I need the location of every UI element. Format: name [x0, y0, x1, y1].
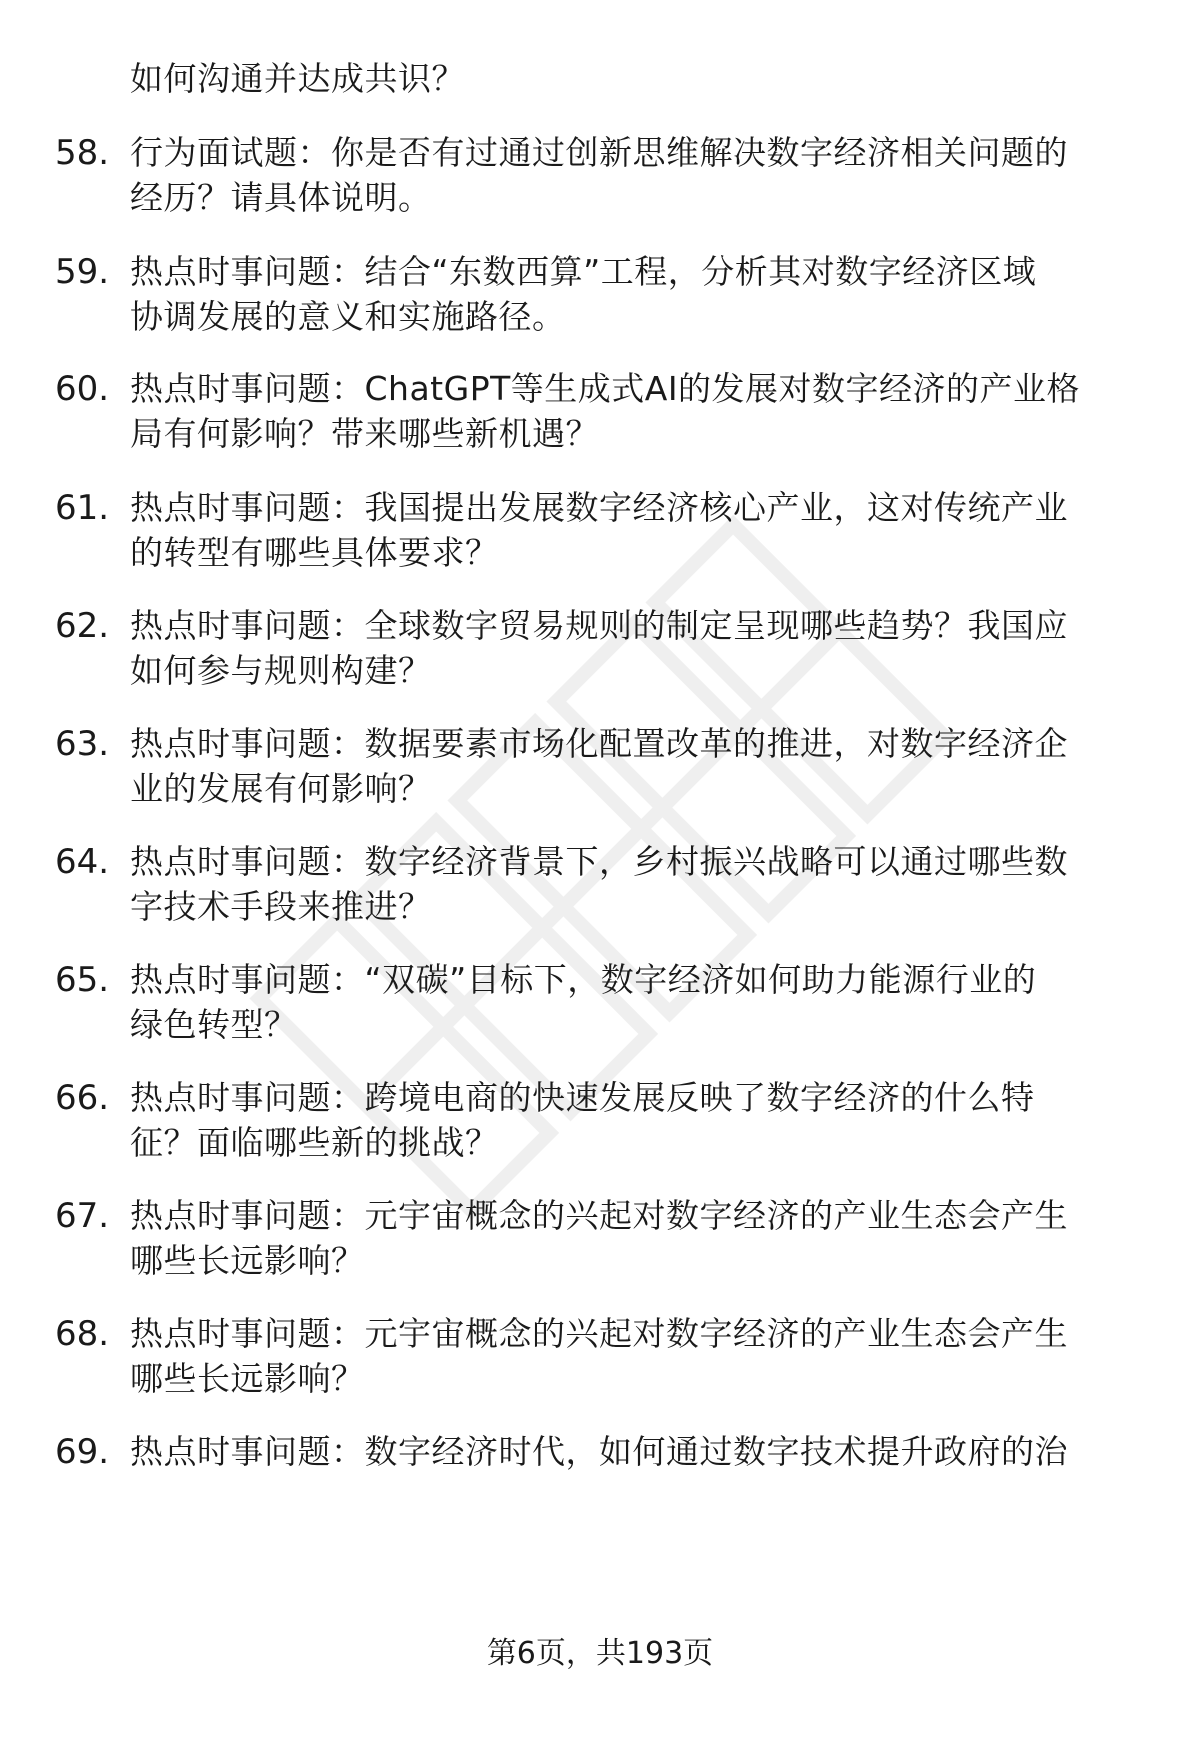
- question-text-line: 热点时事问题：跨境电商的快速发展反映了数字经济的什么特: [130, 1078, 1035, 1117]
- question-text-line: 局有何影响？带来哪些新机遇？: [130, 414, 599, 453]
- question-number: 67.: [55, 1196, 110, 1236]
- question-number: 58.: [55, 133, 110, 173]
- question-text-line: 热点时事问题：元宇宙概念的兴起对数字经济的产业生态会产生: [130, 1314, 1068, 1353]
- question-text-line: 热点时事问题：结合“东数西算”工程，分析其对数字经济区域: [130, 252, 1037, 291]
- question-number: 64.: [55, 842, 110, 882]
- question-text-line: 热点时事问题：数据要素市场化配置改革的推进，对数字经济企: [130, 724, 1068, 763]
- question-text-line: 的转型有哪些具体要求？: [130, 533, 499, 572]
- question-text-line: 热点时事问题：“双碳”目标下，数字经济如何助力能源行业的: [130, 960, 1037, 999]
- question-number: 61.: [55, 488, 110, 528]
- question-text-line: 协调发展的意义和实施路径。: [130, 297, 566, 336]
- question-text-line: 热点时事问题：数字经济时代，如何通过数字技术提升政府的治: [130, 1432, 1068, 1471]
- question-number: 60.: [55, 369, 110, 409]
- question-text-line: 热点时事问题：元宇宙概念的兴起对数字经济的产业生态会产生: [130, 1196, 1068, 1235]
- question-text-line: 字技术手段来推进？: [130, 887, 432, 926]
- question-number: 66.: [55, 1078, 110, 1118]
- question-number: 68.: [55, 1314, 110, 1354]
- question-text-line: 热点时事问题：全球数字贸易规则的制定呈现哪些趋势？我国应: [130, 606, 1068, 645]
- question-text-line: 如何沟通并达成共识？: [130, 59, 465, 98]
- question-number: 63.: [55, 724, 110, 764]
- page-footer: 第6页，共193页: [486, 1636, 714, 1671]
- question-text-line: 热点时事问题：ChatGPT等生成式AI的发展对数字经济的产业格: [130, 369, 1081, 408]
- question-text-line: 业的发展有何影响？: [130, 769, 432, 808]
- question-text-line: 绿色转型？: [130, 1005, 298, 1044]
- question-text-line: 热点时事问题：我国提出发展数字经济核心产业，这对传统产业: [130, 488, 1068, 527]
- question-text-line: 征？面临哪些新的挑战？: [130, 1123, 499, 1162]
- question-number: 59.: [55, 252, 110, 292]
- question-text-line: 经历？请具体说明。: [130, 178, 432, 217]
- question-number: 62.: [55, 606, 110, 646]
- question-text-line: 如何参与规则构建？: [130, 651, 432, 690]
- question-text-line: 哪些长远影响？: [130, 1359, 365, 1398]
- question-text-line: 热点时事问题：数字经济背景下，乡村振兴战略可以通过哪些数: [130, 842, 1068, 881]
- question-text-line: 行为面试题：你是否有过通过创新思维解决数字经济相关问题的: [130, 133, 1068, 172]
- question-number: 69.: [55, 1432, 110, 1472]
- question-text-line: 哪些长远影响？: [130, 1241, 365, 1280]
- question-number: 65.: [55, 960, 110, 1000]
